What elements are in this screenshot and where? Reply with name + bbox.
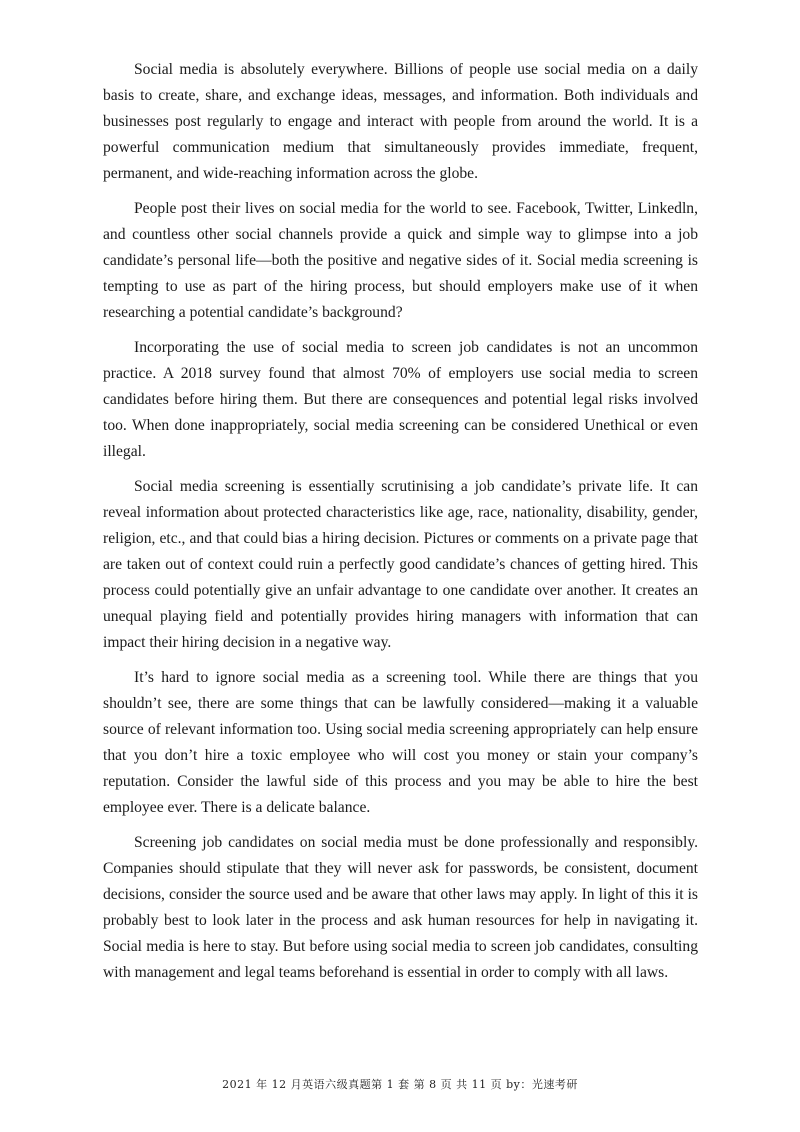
paragraph-5: It’s hard to ignore social media as a screening tool. While there are things that you shouldn’t see, there are some things that can be lawfully considered—making it a valuable source of relevant information too. Using social media screening appropriately can help ensure that you don’t hire a toxic employee who will cost you money or stain your company’s reputation. Consider the lawful side of this process and you may be able to hire the best employee ever. There is a delicate balance. — [103, 669, 698, 816]
paragraph-3: Incorporating the use of social media to screen job candidates is not an uncommon practice. A 2018 survey found that almost 70% of employers use social media to screen candidates before hiring them. But there are consequences and potential legal risks involved too. When done inappropriately, social media screening can be considered Unethical or even illegal. — [103, 339, 698, 460]
article-body — [103, 57, 698, 995]
page-footer: 2021 年 12 月英语六级真题第 1 套 第 8 页 共 11 页 by：光速考研 — [222, 1078, 578, 1091]
paragraph-6: Screening job candidates on social media must be done professionally and responsibly. Companies should stipulate that they will never ask for passwords, be consistent, document decisions, consider the source used and be aware that other laws may apply. In light of this it is probably best to look later in the process and ask human resources for help in navigating it. Social media is here to stay. But before using social media to screen job candidates, consulting with management and legal teams beforehand is essential in order to comply with all laws. — [103, 834, 698, 981]
paragraph-2: People post their lives on social media for the world to see. Facebook, Twitter, Linkedln, and countless other social channels provide a quick and simple way to glimpse into a job candidate’s personal life—both the positive and negative sides of it. Social media screening is tempting to use as part of the hiring process, but should employers make use of it when researching a potential candidate’s background? — [103, 200, 698, 321]
paragraph-4: Social media screening is essentially scrutinising a job candidate’s private life. It can reveal information about protected characteristics like age, race, nationality, disability, gender, religion, etc., and that could bias a hiring decision. Pictures or comments on a private page that are taken out of context could ruin a perfectly good candidate’s chances of getting hired. This process could potentially give an unfair advantage to one candidate over another. It creates an unequal playing field and potentially provides hiring managers with information that can impact their hiring decision in a negative way. — [103, 478, 698, 651]
paragraph-1: Social media is absolutely everywhere. Billions of people use social media on a daily basis to create, share, and exchange ideas, messages, and information. Both individuals and businesses post regularly to engage and interact with people from around the world. It is a powerful communication medium that simultaneously provides immediate, frequent, permanent, and wide-reaching information across the globe. — [103, 61, 698, 182]
